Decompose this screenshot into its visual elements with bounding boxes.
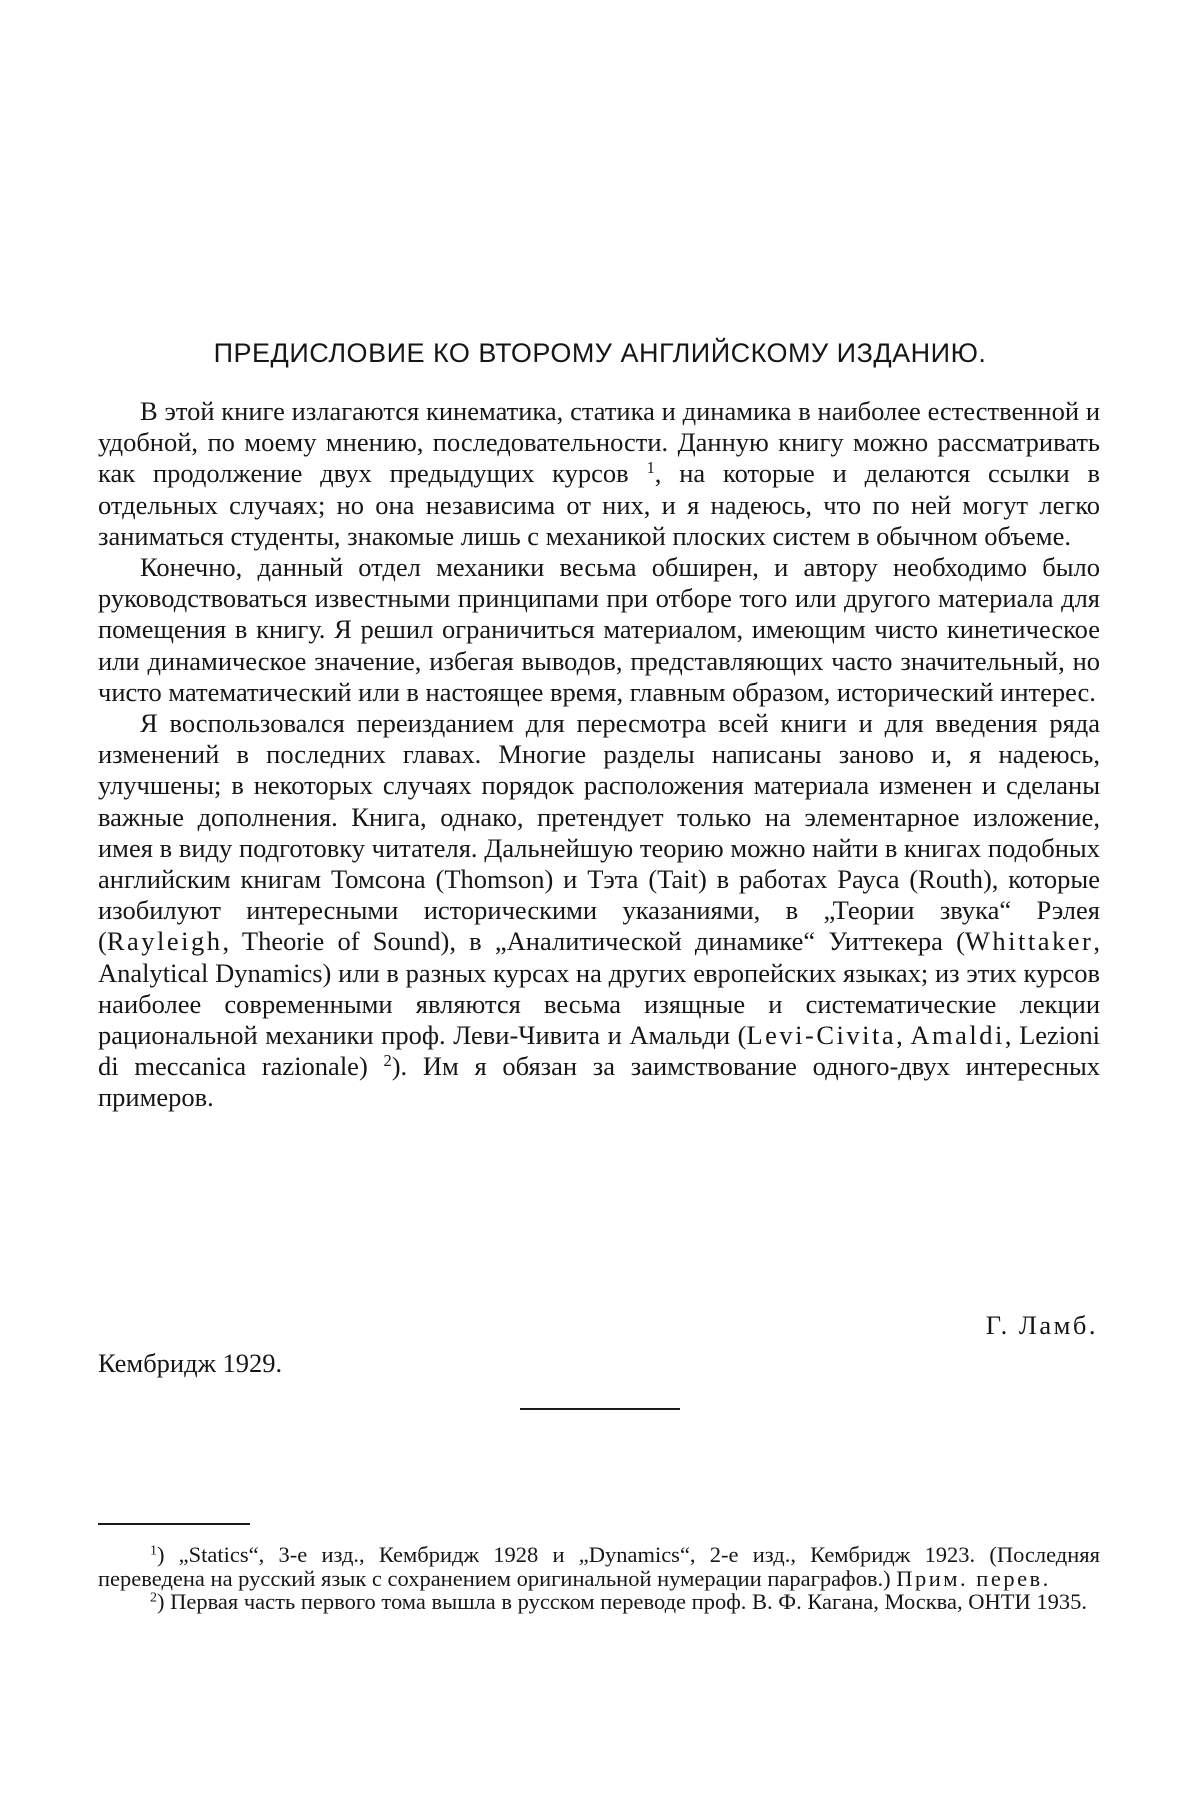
footnotes <box>98 1543 1100 1614</box>
page-title: ПРЕДИСЛОВИЕ КО ВТОРОМУ АНГЛИЙСКОМУ ИЗДАНИЮ. <box>213 338 987 368</box>
footnote-1-note: Прим. перев. <box>896 1565 1051 1591</box>
footnote-ref-1: 1 <box>646 458 655 478</box>
name-rayleigh: Rayleigh <box>106 926 223 957</box>
footnote-1-marker: 1 <box>150 1543 157 1559</box>
paragraph-3-text-e: , Lezioni di meccanica razionale) <box>98 1020 1100 1082</box>
paragraph-3 <box>98 708 1100 1114</box>
footnote-2-text: ) Первая часть первого тома вышла в русском переводе проф. В. Ф. Кагана, Москва, ОНТИ 1935. <box>156 1589 1087 1615</box>
end-divider <box>520 1408 680 1410</box>
footnote-2-marker: 2 <box>150 1590 157 1606</box>
author-signature: Г. Ламб. <box>985 1310 1098 1340</box>
name-levi-civita: Levi-Civita <box>746 1020 897 1051</box>
place-date: Кембридж 1929. <box>98 1348 283 1378</box>
footnote-ref-2: 2 <box>383 1051 392 1071</box>
paragraph-2: Конечно, данный отдел механики весьма обширен, и автору необходимо было руководствоваться известными принципами при отборе того или другого материала для помещения в книгу. Я решил ограничиться материалом, имеющим чисто кинетическое или динамическое значение, избегая выводов, представляющих часто значительный, но чисто математический или в настоящее время, главным образом, исторический интерес. <box>98 552 1100 707</box>
footnote-1 <box>98 1543 1100 1590</box>
name-whittaker: Whittaker <box>964 926 1094 957</box>
paragraph-3-text-c: , Analytical Dynamics) или в разных курсах на других европейских языках; из этих курсов наиболее современными являются весьма изящные и систематические лекции рациональной механики проф. Леви-Чивита и Амальди ( <box>98 926 1100 1051</box>
paragraph-3-text-f: ). Им я обязан за заимствование одного-двух интересных примеров. <box>98 1051 1100 1113</box>
footnote-1-text: ) „Statics“, 3-е изд., Кембридж 1928 и „Dynamics“, 2-е изд., Кембридж 1923. (Последняя переведена на русский язык с сохранением оригинальной нумерации параграфов.) <box>98 1542 1100 1591</box>
footnote-2 <box>98 1590 1100 1614</box>
paragraph-3-text-b: , Theorie of Sound), в „Аналитической динамике“ Уиттекера ( <box>222 926 965 957</box>
paragraph-1-text-b: , на которые и делаются ссылки в отдельных случаях; но она независима от них, и я надеюсь, что по ней могут легко заниматься студенты, знакомые лишь с механикой плоских систем в обычном объеме. <box>98 458 1101 551</box>
paragraph-3-text-d: , <box>896 1020 911 1051</box>
paragraph-1 <box>98 396 1100 552</box>
footnote-divider <box>98 1523 250 1525</box>
name-amaldi: Amaldi <box>910 1020 1005 1051</box>
paragraph-3-text-a: Я воспользовался переизданием для пересмотра всей книги и для введения ряда изменений в последних главах. Многие разделы написаны заново и, я надеюсь, улучшены; в некоторых случаях порядок расположения материала изменен и сделаны важные дополнения. Книга, однако, претендует только на элементарное изложение, имея в виду подготовку читателя. Дальнейшую теорию можно найти в книгах подобных английским книгам Томсона (Thomson) и Тэта (Tait) в работах Рауса (Routh), которые изобилуют интересными историческими указаниями, в „Теории звука“ Рэлея ( <box>98 708 1100 957</box>
paragraph-1-text-a: В этой книге излагаются кинематика, статика и динамика в наиболее естественной и удобной, по моему мнению, последовательности. Данную книгу можно рассматривать как продолжение двух предыдущих курсов <box>98 396 1100 489</box>
preface-body <box>98 396 1100 1114</box>
